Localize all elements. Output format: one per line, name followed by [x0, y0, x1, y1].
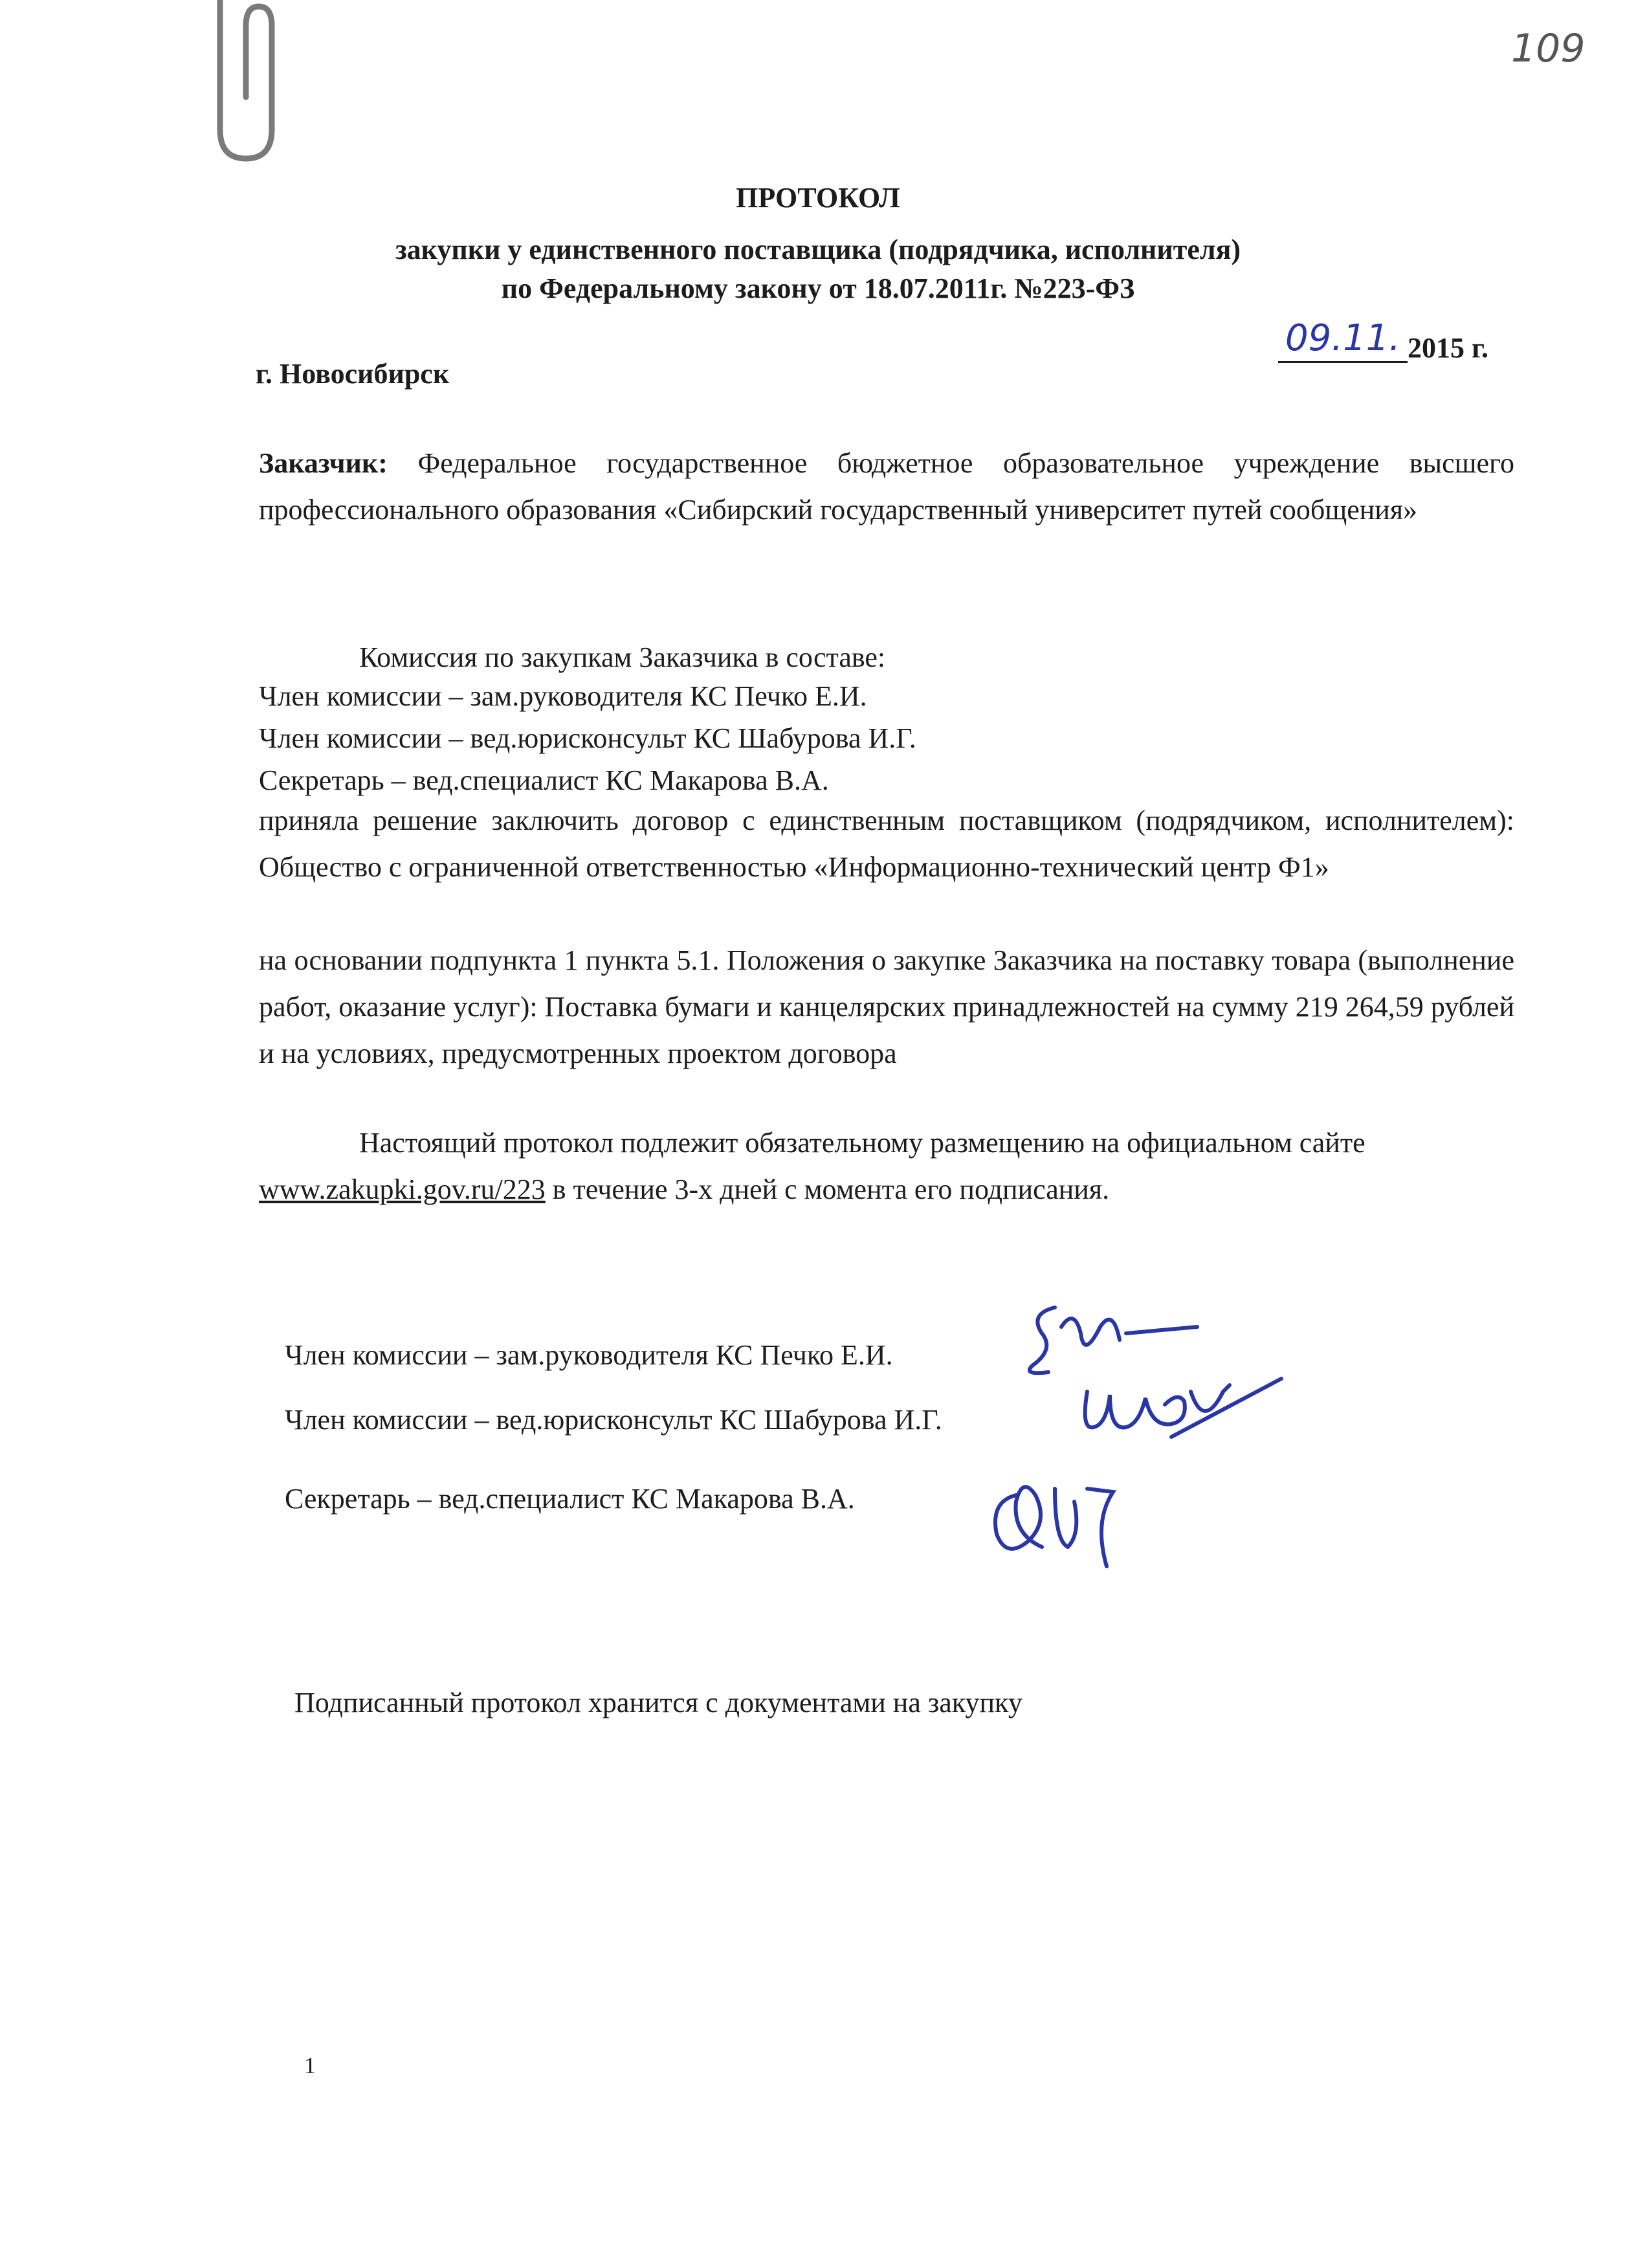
paper-clip-icon	[194, 0, 298, 168]
date-handwritten: 09.11.	[1285, 317, 1401, 359]
signature-line-makarova: Секретарь – вед.специалист КС Макарова В.А.	[285, 1483, 855, 1515]
page-number: 1	[304, 2052, 316, 2078]
zakupki-link[interactable]: www.zakupki.gov.ru/223	[259, 1173, 546, 1205]
handwritten-page-number: 109	[1511, 26, 1586, 71]
publication-text: Настоящий протокол подлежит обязательному размещению на официальном сайте	[359, 1127, 1365, 1159]
customer-label: Заказчик:	[259, 447, 388, 479]
customer-paragraph	[259, 440, 1514, 533]
date-block	[1278, 317, 1518, 375]
document-title: ПРОТОКОЛ	[736, 182, 900, 214]
signature-line-pechko: Член комиссии – зам.руководителя КС Печко Е.И.	[285, 1339, 893, 1371]
signature-shaburova	[1074, 1366, 1288, 1456]
place-label: г. Новосибирск	[256, 358, 450, 390]
customer-text: Федеральное государственное бюджетное образовательное учреждение высшего профессионального образования «Сибирский государственный университет путей сообщения»	[259, 447, 1514, 526]
publication-paragraph	[259, 1120, 1514, 1213]
basis-paragraph: на основании подпункта 1 пункта 5.1. Положения о закупке Заказчика на поставку товара (выполнение работ, оказание услуг): Поставка бумаги и канцелярских принадлежностей на сумму 219 264,59 рублей и на условиях, предусмотренных проектом договора	[259, 944, 1514, 1069]
commission-member: Член комиссии – зам.руководителя КС Печко Е.И.	[259, 680, 867, 712]
publication-text-end: в течение 3-х дней с момента его подписания.	[545, 1173, 1110, 1205]
document-subtitle-2: по Федеральному закону от 18.07.2011г. №223-ФЗ	[501, 272, 1135, 304]
decision-paragraph: приняла решение заключить договор с единственным поставщиком (подрядчиком, исполнителем): Общество с ограниченной ответственностью «Информационно-технический центр Ф1»	[259, 805, 1514, 883]
date-year: 2015 г.	[1408, 332, 1489, 364]
footer-note: Подписанный протокол хранится с документами на закупку	[294, 1687, 1022, 1718]
document-subtitle-1: закупки у единственного поставщика (подрядчика, исполнителя)	[395, 234, 1241, 265]
commission-member: Член комиссии – вед.юрисконсульт КС Шабурова И.Г.	[259, 722, 916, 754]
signature-makarova	[977, 1463, 1145, 1573]
commission-intro: Комиссия по закупкам Заказчика в составе:	[359, 641, 886, 673]
date-underline	[1278, 361, 1408, 363]
commission-member: Секретарь – вед.специалист КС Макарова В.А.	[259, 764, 829, 796]
signature-line-shaburova: Член комиссии – вед.юрисконсульт КС Шабурова И.Г.	[285, 1404, 942, 1436]
